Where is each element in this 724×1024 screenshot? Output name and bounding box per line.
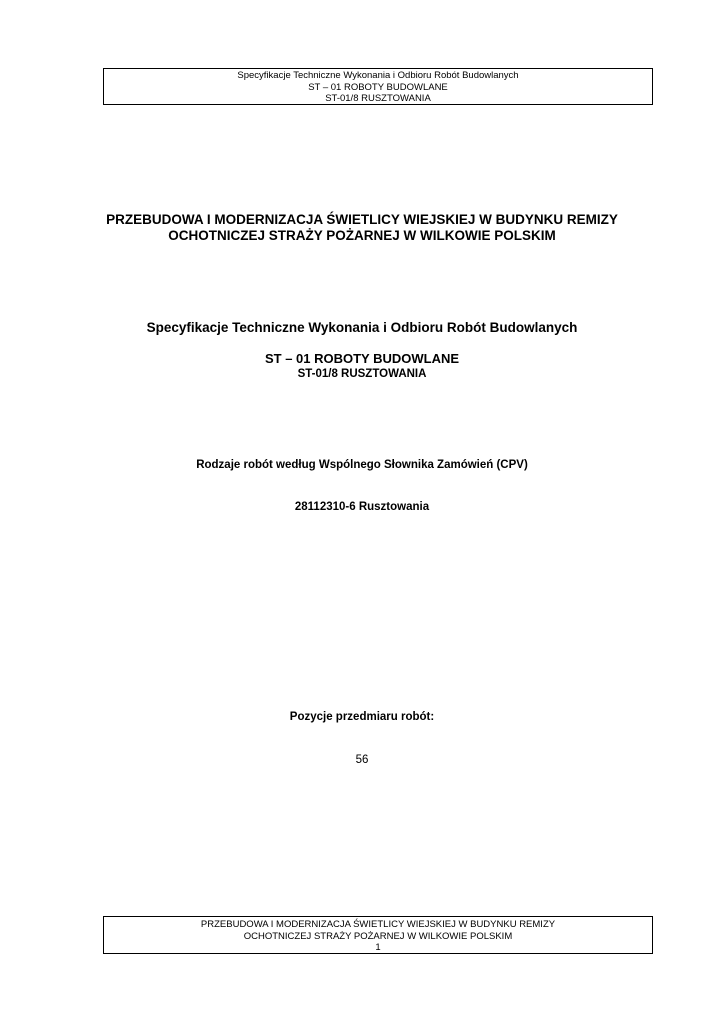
page-header: [103, 68, 653, 105]
page-footer: [103, 916, 653, 954]
header-line-2: ST – 01 ROBOTY BUDOWLANE: [308, 81, 448, 93]
positions-heading: Pozycje przedmiaru robót:: [289, 711, 435, 723]
project-title: [0, 212, 724, 244]
header-line-1: Specyfikacje Techniczne Wykonania i Odbioru Robót Budowlanych: [237, 70, 519, 81]
project-title-line-2: OCHOTNICZEJ STRAŻY POŻARNEJ W WILKOWIE POLSKIM: [168, 228, 556, 243]
positions-value: 56: [355, 754, 369, 766]
project-title-line-1: PRZEBUDOWA I MODERNIZACJA ŚWIETLICY WIEJSKIEJ W BUDYNKU REMIZY: [106, 212, 618, 227]
st-subcode: ST-01/8 RUSZTOWANIA: [297, 368, 427, 380]
footer-line-2: OCHOTNICZEJ STRAŻY POŻARNEJ W WILKOWIE POLSKIM: [243, 930, 513, 942]
footer-line-1: PRZEBUDOWA I MODERNIZACJA ŚWIETLICY WIEJSKIEJ W BUDYNKU REMIZY: [200, 919, 556, 930]
page-number: 1: [375, 942, 381, 953]
st-code: ST – 01 ROBOTY BUDOWLANE: [264, 351, 460, 366]
cpv-code: 28112310-6 Rusztowania: [294, 501, 430, 513]
header-line-3: ST-01/8 RUSZTOWANIA: [325, 93, 431, 104]
cpv-heading: Rodzaje robót według Wspólnego Słownika Zamówień (CPV): [196, 459, 528, 471]
spec-title: Specyfikacje Techniczne Wykonania i Odbioru Robót Budowlanych: [146, 320, 578, 335]
